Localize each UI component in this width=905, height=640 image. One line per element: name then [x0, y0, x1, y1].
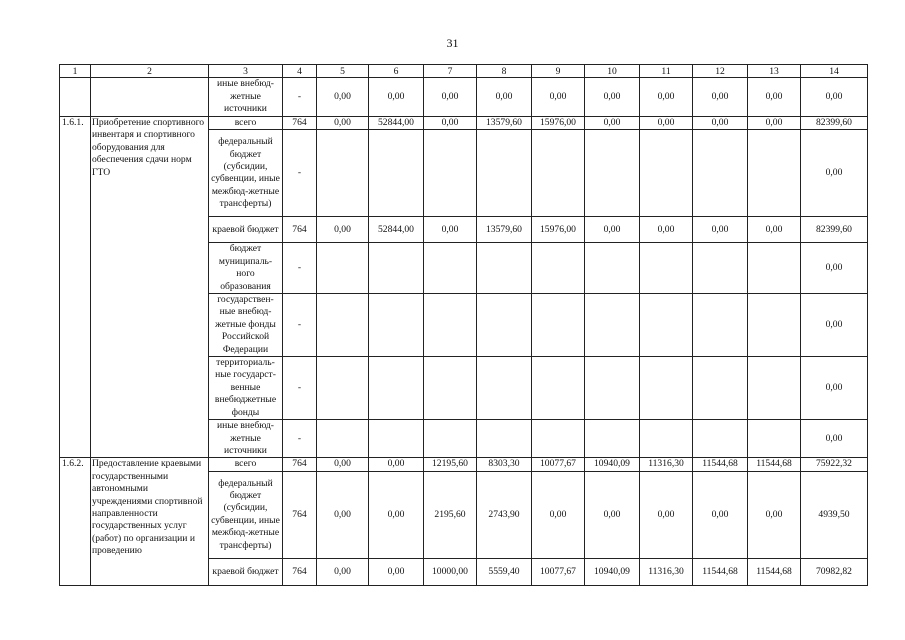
column-number: 3 — [209, 65, 283, 78]
value-cell — [424, 357, 477, 420]
value-cell: 12195,60 — [424, 458, 477, 471]
value-cell — [369, 420, 424, 458]
value-cell: 82399,60 — [801, 117, 868, 130]
value-cell — [693, 420, 748, 458]
value-cell — [424, 243, 477, 294]
row-name — [91, 78, 209, 117]
value-cell: 0,00 — [585, 78, 640, 117]
value-cell — [585, 294, 640, 357]
value-cell: 0,00 — [640, 78, 693, 117]
value-cell: 0,00 — [585, 471, 640, 558]
value-cell: 11544,68 — [748, 558, 801, 585]
funding-source: иные внебюд-жетные источники — [209, 420, 283, 458]
value-cell — [640, 420, 693, 458]
row-code — [60, 78, 91, 117]
column-number: 2 — [91, 65, 209, 78]
value-cell: 0,00 — [317, 117, 369, 130]
value-cell — [748, 420, 801, 458]
column-number-row — [60, 65, 868, 78]
value-cell: 0,00 — [748, 217, 801, 243]
value-cell: 0,00 — [317, 471, 369, 558]
row-name: Приобретение спортивного инвентаря и спортивного оборудования для обеспечения сдачи норм ГТО — [91, 117, 209, 458]
value-cell: 0,00 — [693, 78, 748, 117]
value-cell — [317, 420, 369, 458]
value-cell — [369, 130, 424, 217]
value-cell: 10940,09 — [585, 458, 640, 471]
value-cell — [532, 130, 585, 217]
column-number: 5 — [317, 65, 369, 78]
funding-source: территориаль-ные государст-венные внебюджетные фонды — [209, 357, 283, 420]
value-cell: 0,00 — [424, 78, 477, 117]
value-cell: 8303,30 — [477, 458, 532, 471]
budget-table — [59, 64, 868, 586]
value-cell — [640, 243, 693, 294]
value-cell: 0,00 — [317, 78, 369, 117]
column-number: 6 — [369, 65, 424, 78]
cell-col4: 764 — [283, 117, 317, 130]
value-cell: 15976,00 — [532, 117, 585, 130]
value-cell: 70982,82 — [801, 558, 868, 585]
cell-col4: - — [283, 243, 317, 294]
value-cell: 0,00 — [748, 78, 801, 117]
row-name: Предоставление краевыми государственными автономными учреждениями спортивной направленности государственных услуг (работ) по организации и проведению — [91, 458, 209, 585]
value-cell: 0,00 — [693, 471, 748, 558]
page-number: 31 — [446, 36, 459, 50]
value-cell: 2195,60 — [424, 471, 477, 558]
value-cell — [693, 243, 748, 294]
value-cell — [477, 243, 532, 294]
value-cell — [532, 243, 585, 294]
column-number: 4 — [283, 65, 317, 78]
column-number: 8 — [477, 65, 532, 78]
value-cell: 11316,30 — [640, 558, 693, 585]
value-cell: 0,00 — [532, 471, 585, 558]
value-cell: 0,00 — [585, 117, 640, 130]
value-cell: 0,00 — [640, 471, 693, 558]
value-cell — [369, 294, 424, 357]
value-cell: 0,00 — [640, 217, 693, 243]
funding-source: краевой бюджет — [209, 558, 283, 585]
value-cell — [585, 420, 640, 458]
value-cell — [748, 130, 801, 217]
value-cell — [424, 294, 477, 357]
value-cell: 11544,68 — [748, 458, 801, 471]
column-number: 12 — [693, 65, 748, 78]
value-cell — [532, 357, 585, 420]
row-code: 1.6.1. — [60, 117, 91, 458]
cell-col4: - — [283, 78, 317, 117]
value-cell — [748, 294, 801, 357]
column-number: 1 — [60, 65, 91, 78]
value-cell: 2743,90 — [477, 471, 532, 558]
value-cell: 0,00 — [693, 217, 748, 243]
value-cell — [477, 420, 532, 458]
cell-col4: - — [283, 294, 317, 357]
value-cell: 0,00 — [532, 78, 585, 117]
table-row — [60, 117, 868, 130]
column-number: 14 — [801, 65, 868, 78]
value-cell: 75922,32 — [801, 458, 868, 471]
cell-col4: 764 — [283, 458, 317, 471]
value-cell: 11316,30 — [640, 458, 693, 471]
value-cell: 0,00 — [801, 130, 868, 217]
table-row — [60, 458, 868, 471]
funding-source: иные внебюд-жетные источники — [209, 78, 283, 117]
funding-source: федеральный бюджет (субсидии, субвенции, иные межбюд-жетные трансферты) — [209, 130, 283, 217]
value-cell — [477, 130, 532, 217]
value-cell: 10077,67 — [532, 458, 585, 471]
value-cell — [693, 294, 748, 357]
value-cell: 0,00 — [477, 78, 532, 117]
value-cell — [748, 357, 801, 420]
funding-source: бюджет муниципаль-ного образования — [209, 243, 283, 294]
value-cell — [640, 130, 693, 217]
value-cell: 0,00 — [801, 78, 868, 117]
value-cell: 13579,60 — [477, 117, 532, 130]
value-cell: 11544,68 — [693, 558, 748, 585]
value-cell — [317, 357, 369, 420]
value-cell — [317, 130, 369, 217]
cell-col4: 764 — [283, 558, 317, 585]
value-cell — [317, 243, 369, 294]
value-cell: 10000,00 — [424, 558, 477, 585]
value-cell: 0,00 — [369, 458, 424, 471]
value-cell: 5559,40 — [477, 558, 532, 585]
value-cell: 0,00 — [424, 217, 477, 243]
value-cell: 0,00 — [801, 357, 868, 420]
cell-col4: - — [283, 130, 317, 217]
cell-col4: 764 — [283, 471, 317, 558]
value-cell — [585, 357, 640, 420]
column-number: 13 — [748, 65, 801, 78]
value-cell — [640, 357, 693, 420]
funding-source: краевой бюджет — [209, 217, 283, 243]
value-cell — [317, 294, 369, 357]
table-row — [60, 78, 868, 117]
value-cell: 0,00 — [369, 558, 424, 585]
value-cell — [369, 243, 424, 294]
value-cell: 0,00 — [640, 117, 693, 130]
value-cell — [532, 294, 585, 357]
value-cell — [424, 130, 477, 217]
value-cell — [585, 243, 640, 294]
value-cell: 0,00 — [369, 78, 424, 117]
value-cell — [693, 357, 748, 420]
value-cell: 0,00 — [748, 117, 801, 130]
column-number: 7 — [424, 65, 477, 78]
funding-source: федеральный бюджет (субсидии, субвенции, иные межбюд-жетные трансферты) — [209, 471, 283, 558]
value-cell: 15976,00 — [532, 217, 585, 243]
value-cell — [532, 420, 585, 458]
value-cell: 4939,50 — [801, 471, 868, 558]
value-cell — [748, 243, 801, 294]
value-cell: 0,00 — [317, 558, 369, 585]
value-cell — [640, 294, 693, 357]
value-cell: 52844,00 — [369, 217, 424, 243]
row-code: 1.6.2. — [60, 458, 91, 585]
value-cell: 13579,60 — [477, 217, 532, 243]
column-number: 11 — [640, 65, 693, 78]
value-cell: 0,00 — [693, 117, 748, 130]
value-cell — [477, 357, 532, 420]
value-cell: 82399,60 — [801, 217, 868, 243]
value-cell — [477, 294, 532, 357]
value-cell — [424, 420, 477, 458]
value-cell: 0,00 — [369, 471, 424, 558]
value-cell: 52844,00 — [369, 117, 424, 130]
value-cell: 0,00 — [748, 471, 801, 558]
value-cell: 11544,68 — [693, 458, 748, 471]
value-cell: 0,00 — [585, 217, 640, 243]
value-cell: 0,00 — [424, 117, 477, 130]
funding-source: всего — [209, 458, 283, 471]
value-cell — [693, 130, 748, 217]
value-cell: 0,00 — [317, 458, 369, 471]
value-cell: 0,00 — [317, 217, 369, 243]
funding-source: всего — [209, 117, 283, 130]
value-cell: 0,00 — [801, 243, 868, 294]
cell-col4: 764 — [283, 217, 317, 243]
column-number: 9 — [532, 65, 585, 78]
value-cell: 0,00 — [801, 294, 868, 357]
value-cell: 10077,67 — [532, 558, 585, 585]
cell-col4: - — [283, 357, 317, 420]
value-cell: 10940,09 — [585, 558, 640, 585]
value-cell: 0,00 — [801, 420, 868, 458]
cell-col4: - — [283, 420, 317, 458]
value-cell — [369, 357, 424, 420]
funding-source: государствен-ные внебюд-жетные фонды Российской Федерации — [209, 294, 283, 357]
column-number: 10 — [585, 65, 640, 78]
value-cell — [585, 130, 640, 217]
